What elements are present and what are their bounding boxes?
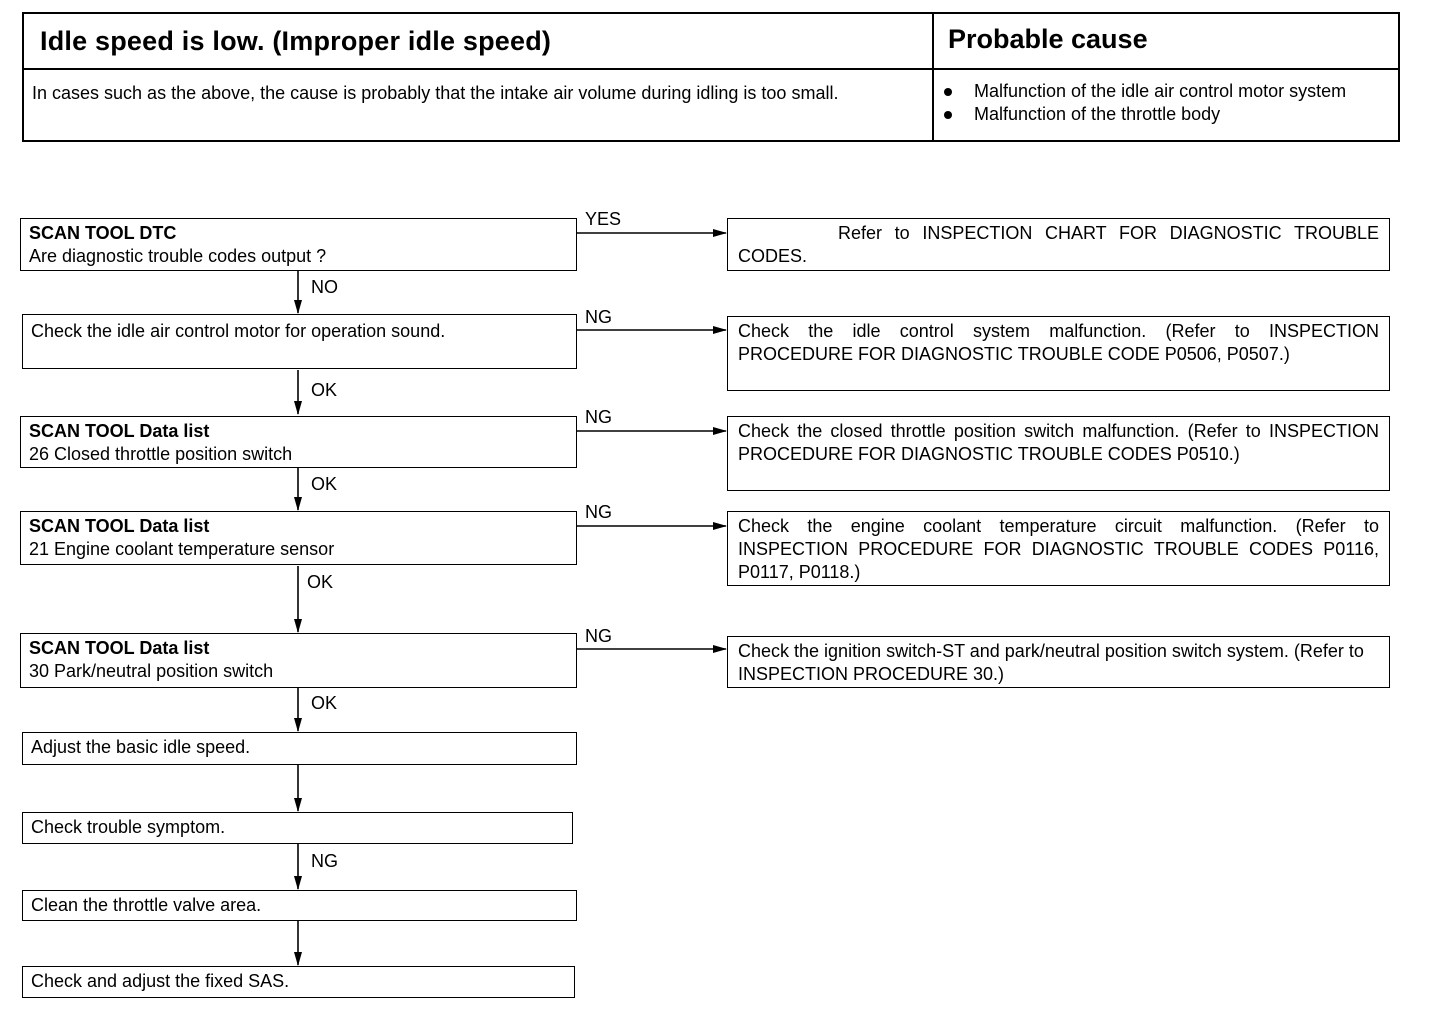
label-ok: OK [311,693,338,713]
result-text: Check the idle control system malfunction. (Refer to INSPECTION PROCEDURE FOR DIAGNOSTIC TROUBLE CODE P0506, P0507.) [738,321,1379,364]
probable-cause-title: Probable cause [948,24,1148,54]
label-ok: OK [311,474,338,494]
label-ng: NG [585,407,612,427]
step-closed-throttle-switch [20,416,577,468]
label-no: NO [311,277,338,297]
label-ng: NG [585,502,612,522]
result-text: Refer to INSPECTION CHART FOR DIAGNOSTIC TROUBLE CODES. [738,223,1379,266]
label-ok: OK [311,380,338,400]
result-text: Check the closed throttle position switch malfunction. (Refer to INSPECTION PROCEDURE FOR DIAGNOSTIC TROUBLE CODES P0510.) [738,421,1379,464]
step-text: 26 Closed throttle position switch [29,444,293,464]
label-ng: NG [585,307,612,327]
step-adjust-fixed-sas [22,966,575,998]
result-text: Check the ignition switch-ST and park/neutral position switch system. (Refer to INSPECTION PROCEDURE 30.) [738,641,1364,684]
step-clean-throttle-valve [22,890,577,921]
step-text: 30 Park/neutral position switch [29,661,274,681]
label-yes: YES [585,209,622,229]
cause-item: Malfunction of the throttle body [940,103,1346,126]
cause-item: Malfunction of the idle air control motor system [940,80,1346,103]
step-text: Are diagnostic trouble codes output ? [29,246,327,266]
result-coolant-circuit-malfunction [727,511,1390,586]
step-text: 21 Engine coolant temperature sensor [29,539,335,559]
result-idle-control-malfunction [727,316,1390,391]
step-text: Check the idle air control motor for operation sound. [31,321,446,341]
result-text: Check the engine coolant temperature circuit malfunction. (Refer to INSPECTION PROCEDURE FOR DIAGNOSTIC TROUBLE CODES P0116, P0117, P0118.) [738,516,1379,582]
step-text: Check trouble symptom. [31,817,226,837]
step-title: SCAN TOOL Data list [29,516,210,536]
label-ng: NG [585,626,612,646]
result-refer-dtc-chart [727,218,1390,271]
step-check-trouble-symptom [22,812,573,844]
step-text: Check and adjust the fixed SAS. [31,971,290,991]
step-title: SCAN TOOL Data list [29,421,210,441]
symptom-description: In cases such as the above, the cause is probably that the intake air volume during idling is too small. [32,83,839,103]
label-ok: OK [307,572,334,592]
result-ignition-park-neutral-system [727,636,1390,688]
step-adjust-idle-speed [22,732,577,765]
step-text: Clean the throttle valve area. [31,895,262,915]
step-text: Adjust the basic idle speed. [31,737,251,757]
step-scan-tool-dtc [20,218,577,271]
step-coolant-temp-sensor [20,511,577,565]
result-closed-throttle-malfunction [727,416,1390,491]
step-title: SCAN TOOL Data list [29,638,210,658]
label-ng: NG [311,851,338,871]
step-iac-motor-sound [22,314,577,369]
page-title: Idle speed is low. (Improper idle speed) [40,26,552,56]
step-title: SCAN TOOL DTC [29,223,177,243]
step-park-neutral-switch [20,633,577,688]
